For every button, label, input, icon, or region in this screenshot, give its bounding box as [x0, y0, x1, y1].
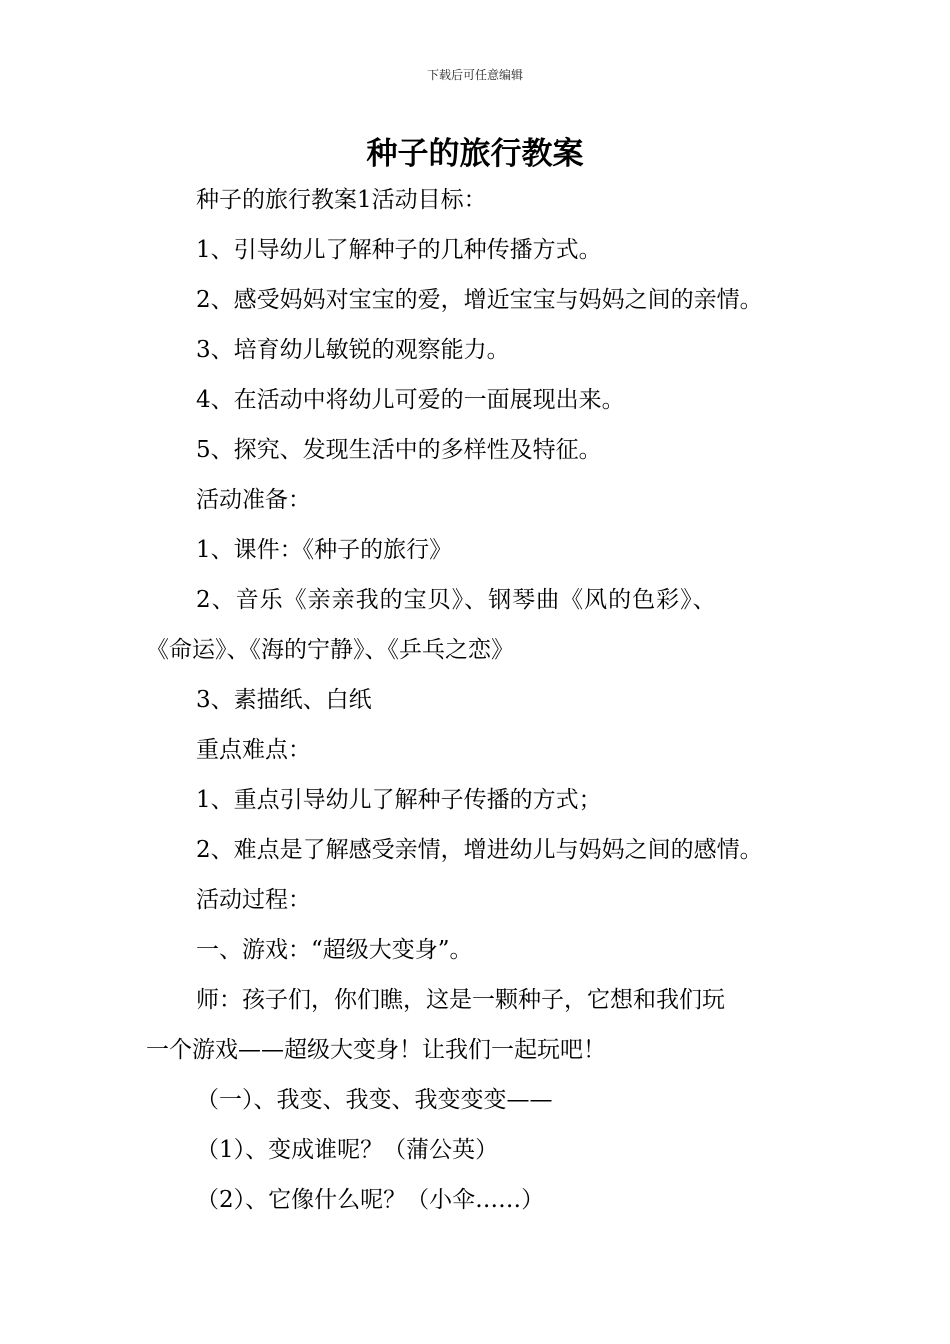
section-heading: 活动准备：	[196, 487, 311, 513]
section-heading: 活动过程：	[196, 887, 311, 913]
paragraph-line: 1、重点引导幼儿了解种子传播的方式；	[196, 787, 602, 813]
paragraph-line: （一）、我变、我变、我变变变——	[196, 1087, 553, 1113]
paragraph-line: 3、培育幼儿敏锐的观察能力。	[196, 337, 510, 363]
paragraph-line: 3、素描纸、白纸	[196, 687, 372, 713]
paragraph-line: 一个游戏——超级大变身！让我们一起玩吧！	[146, 1037, 606, 1063]
paragraph-line: 4、在活动中将幼儿可爱的一面展现出来。	[196, 387, 625, 413]
paragraph-line: 2、音乐《亲亲我的宝贝》、钢琴曲《风的色彩》、	[196, 587, 717, 613]
paragraph-line: 1、课件：《种子的旅行》	[196, 537, 453, 563]
document-title: 种子的旅行教案	[366, 136, 584, 172]
page-header: 下载后可任意编辑	[426, 68, 523, 82]
paragraph-line: 1、引导幼儿了解种子的几种传播方式。	[196, 237, 602, 263]
paragraph-line: 2、难点是了解感受亲情，增进幼儿与妈妈之间的感情。	[196, 837, 763, 863]
paragraph-line: （2）、它像什么呢？（小伞……）	[196, 1187, 545, 1213]
paragraph-line: 《命运》、《海的宁静》、《乒乓之恋》	[146, 637, 514, 663]
paragraph-line: 一、游戏：“超级大变身”。	[196, 937, 473, 963]
paragraph-line: （1）、变成谁呢？（蒲公英）	[196, 1137, 499, 1163]
paragraph-line: 种子的旅行教案1活动目标：	[196, 187, 487, 213]
paragraph-line: 5、探究、发现生活中的多样性及特征。	[196, 437, 602, 463]
paragraph-line: 2、感受妈妈对宝宝的爱，增近宝宝与妈妈之间的亲情。	[196, 287, 763, 313]
section-heading: 重点难点：	[196, 737, 311, 763]
paragraph-line: 师：孩子们，你们瞧，这是一颗种子，它想和我们玩	[196, 987, 725, 1013]
